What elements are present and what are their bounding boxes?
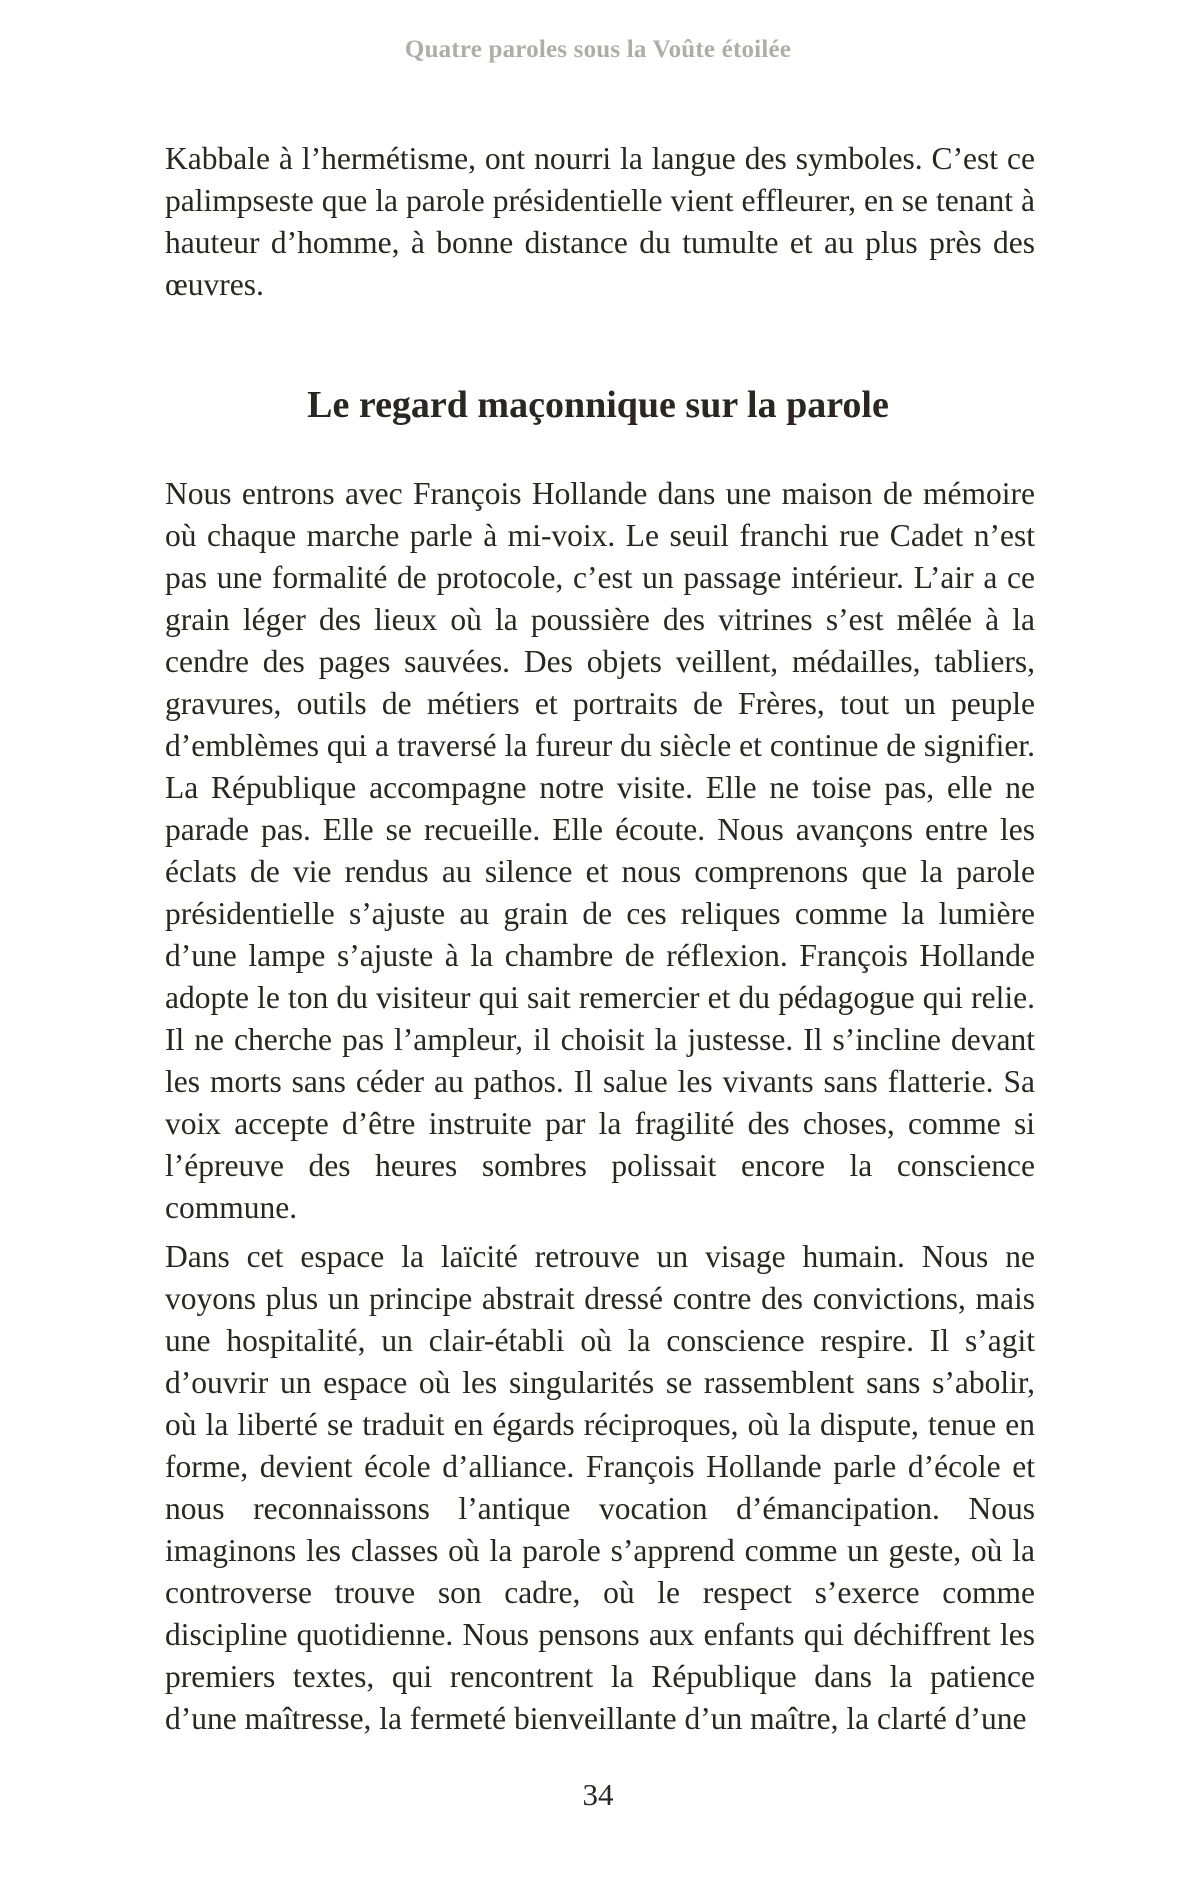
paragraph-text: Nous entrons avec François Hollande dans une maison de mémoire où chaque marche parle à mi-voix. Le seuil franchi rue Cadet n’est pas une formalité de protocole, c’est un passage intérieur. L’air a ce grain léger des lieux où la poussière des vitrines s’est mêlée à la cendre des pages sauvées. Des objets veillent, médailles, tabliers, gravures, outils de métiers et portraits de Frères, tout un peuple d’emblèmes qui a traversé la fureur du siècle et continue de signifier. La République accompagne notre visite. Elle ne toise pas, elle ne parade pas. Elle se recueille. Elle écoute. Nous avançons entre les éclats de vie rendus au silence et nous comprenons que la parole présidentielle s’ajuste au grain de ces reliques comme la lumière d’une lampe s’ajuste à la chambre de réflexion. François Hollande adopte le ton du visiteur qui sait remercier et du pédagogue qui relie. Il ne cherche pas l’ampleur, il choisit la justesse. Il s’incline devant les morts sans céder au pathos. Il salue les vivants sans flatterie. Sa voix accepte d’être instruite par la fragilité des choses, comme si l’épreuve des heures sombres polissait encore la conscience commune. <box>165 476 1035 1225</box>
page-number: 34 <box>582 1777 614 1812</box>
section-title: Le regard maçonnique sur la parole <box>307 384 889 426</box>
running-header: Quatre paroles sous la Voûte étoilée <box>404 36 792 63</box>
body-paragraph-1 <box>165 138 1035 306</box>
body-paragraph-3 <box>165 1236 1035 1740</box>
paragraph-text: Dans cet espace la laïcité retrouve un visage humain. Nous ne voyons plus un principe abstrait dressé contre des convictions, mais une hospitalité, un clair-établi où la conscience respire. Il s’agit d’ouvrir un espace où les singularités se rassemblent sans s’abolir, où la liberté se traduit en égards réciproques, où la dispute, tenue en forme, devient école d’alliance. François Hollande parle d’école et nous reconnaissons l’antique vocation d’émancipation. Nous imaginons les classes où la parole s’apprend comme un geste, où la controverse trouve son cadre, où le respect s’exerce comme discipline quotidienne. Nous pensons aux enfants qui déchiffrent les premiers textes, qui rencontrent la République dans la patience d’une maîtresse, la fermeté bienveillante d’un maître, la clarté d’une <box>165 1239 1035 1736</box>
body-paragraph-2 <box>165 473 1035 1229</box>
paragraph-text: Kabbale à l’hermétisme, ont nourri la langue des symboles. C’est ce palimpseste que la parole présidentielle vient effleurer, en se tenant à hauteur d’homme, à bonne distance du tumulte et au plus près des œuvres. <box>165 141 1035 302</box>
